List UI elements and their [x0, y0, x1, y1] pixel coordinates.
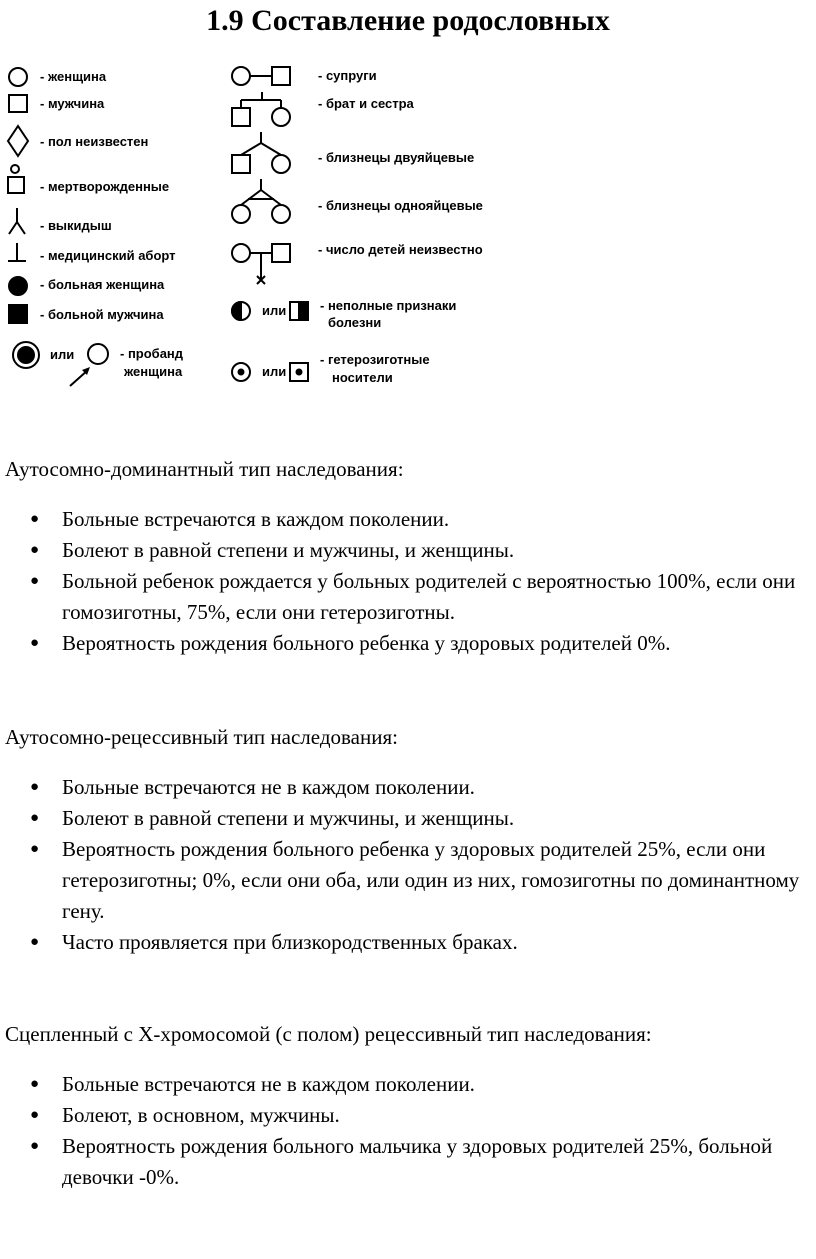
page-title: 1.9 Составление родословных: [206, 4, 610, 37]
list-item-text: Вероятность рождения больного мальчика у здоровых родителей 25%, больной девочки -0%.: [62, 1134, 773, 1189]
legend-or: или: [262, 364, 287, 379]
legend-or: или: [262, 303, 287, 318]
bullet-list: [5, 504, 805, 659]
miscarriage-symbol-icon: [9, 208, 25, 234]
list-item-text: Больные встречаются не в каждом поколении.: [62, 775, 475, 799]
stillborn-circle-icon: [11, 165, 19, 173]
section-heading: Аутосомно-доминантный тип наследования:: [5, 457, 404, 481]
legend-label: - пробанд: [120, 346, 184, 361]
bullet-icon: ●: [30, 1138, 40, 1154]
parent-male-icon: [272, 244, 290, 262]
identical-twin-2-icon: [272, 205, 290, 223]
list-item: [5, 1069, 805, 1100]
female-symbol-icon: [9, 68, 27, 86]
brother-icon: [232, 108, 250, 126]
legend-miscarriage: [9, 208, 112, 234]
fraternal-twins-line-icon: [241, 132, 281, 155]
bullet-icon: ●: [30, 511, 40, 527]
legend-label: - мужчина: [40, 96, 105, 111]
legend-siblings: [232, 92, 415, 126]
sick-female-symbol-icon: [9, 277, 27, 295]
legend-label: - больной мужчина: [40, 307, 164, 322]
legend-stillborn: [8, 165, 169, 194]
bullet-icon: ●: [30, 542, 40, 558]
bullet-list: [5, 1069, 805, 1193]
legend-children-unknown: [232, 242, 483, 284]
legend-label: - близнецы двуяйцевые: [318, 150, 475, 165]
proband-inner-dot-icon: [18, 347, 34, 363]
partial-female-half-icon: [232, 302, 241, 320]
list-item: [5, 1100, 805, 1131]
legend-spouses: [232, 67, 377, 85]
list-item-text: Вероятность рождения больного ребенка у здоровых родителей 25%, если они гетерозиготны; 0%, если они оба, или один из них, гомозиготны по доминантному гену.: [62, 837, 800, 923]
list-item-text: Вероятность рождения больного ребенка у здоровых родителей 0%.: [62, 631, 671, 655]
bullet-icon: ●: [30, 1107, 40, 1123]
list-item: [5, 803, 805, 834]
list-item: [5, 566, 805, 628]
legend-sick-male: [9, 305, 164, 323]
list-item: [5, 504, 805, 535]
legend-label: - брат и сестра: [318, 96, 414, 111]
carrier-male-dot-icon: [297, 370, 302, 375]
bullet-icon: ●: [30, 810, 40, 826]
section-autosomal-recessive: [5, 722, 805, 958]
list-item-text: Болеют в равной степени и мужчины, и женщины.: [62, 806, 515, 830]
legend-identical-twins: [232, 179, 483, 223]
partial-male-half-icon: [299, 302, 308, 320]
list-item: [5, 535, 805, 566]
diamond-symbol-icon: [8, 126, 28, 156]
male-symbol-icon: [9, 95, 27, 112]
parent-female-icon: [232, 244, 250, 262]
bullet-icon: ●: [30, 1076, 40, 1092]
list-item-text: Больные встречаются в каждом поколении.: [62, 507, 450, 531]
twin-female-icon: [272, 155, 290, 173]
bullet-list: [5, 772, 805, 958]
list-item-text: Болеют, в основном, мужчины.: [62, 1103, 340, 1127]
legend-sick-female: [9, 277, 165, 295]
list-item: [5, 772, 805, 803]
list-item: [5, 1131, 805, 1193]
legend-male: [9, 95, 105, 112]
list-item-text: Больные встречаются не в каждом поколении.: [62, 1072, 475, 1096]
legend-fraternal-twins: [232, 132, 474, 173]
legend-proband: [13, 342, 184, 386]
legend-carriers: [232, 352, 430, 385]
parents-line-icon: [250, 253, 272, 284]
identical-twins-line-icon: [241, 179, 281, 205]
section-heading: Сцепленный с Х-хромосомой (с полом) рецессивный тип наследования:: [5, 1022, 652, 1046]
section-autosomal-dominant: [5, 454, 805, 659]
list-item-text: Болеют в равной степени и мужчины, и женщины.: [62, 538, 515, 562]
spouse-male-icon: [272, 67, 290, 85]
legend-label-2: женщина: [124, 364, 183, 379]
legend-label: - медицинский аборт: [40, 248, 176, 263]
stillborn-square-icon: [8, 177, 24, 193]
bullet-icon: ●: [30, 573, 40, 589]
list-item: [5, 834, 805, 927]
bullet-icon: ●: [30, 635, 40, 651]
sister-icon: [272, 108, 290, 126]
section-heading: Аутосомно-рецессивный тип наследования:: [5, 725, 398, 749]
bullet-icon: ●: [30, 779, 40, 795]
proband-circle-icon: [88, 344, 108, 364]
legend-partial-signs: [232, 298, 456, 330]
legend-unknown-sex: [8, 126, 148, 156]
legend-label-2: носители: [332, 370, 393, 385]
list-item-text: Больной ребенок рождается у больных родителей с вероятностью 100%, если они гомозиготны, 75%, если они гетерозиготны.: [62, 569, 796, 624]
abortion-symbol-icon: [8, 243, 26, 261]
pedigree-symbols-legend: [0, 58, 520, 398]
legend-label-2: болезни: [328, 315, 382, 330]
legend-label: - гетерозиготные: [320, 352, 430, 367]
legend-or: или: [50, 347, 75, 362]
sibship-line-icon: [241, 92, 281, 108]
bullet-icon: ●: [30, 841, 40, 857]
legend-label: - близнецы однояйцевые: [318, 198, 483, 213]
carrier-female-dot-icon: [239, 370, 244, 375]
legend-label: - супруги: [318, 68, 377, 83]
spouse-female-icon: [232, 67, 250, 85]
legend-female: [9, 68, 107, 86]
list-item: [5, 927, 805, 958]
list-item-text: Часто проявляется при близкородственных браках.: [62, 930, 518, 954]
legend-label: - неполные признаки: [320, 298, 457, 313]
legend-label: - женщина: [40, 69, 107, 84]
legend-label: - пол неизвестен: [40, 134, 149, 149]
legend-label: - мертворожденные: [40, 179, 170, 194]
twin-male-icon: [232, 155, 250, 173]
sick-male-symbol-icon: [9, 305, 27, 323]
legend-label: - выкидыш: [40, 218, 112, 233]
identical-twin-1-icon: [232, 205, 250, 223]
legend-abortion: [8, 243, 176, 263]
list-item: [5, 628, 805, 659]
bullet-icon: ●: [30, 934, 40, 950]
legend-label: - число детей неизвестно: [318, 242, 483, 257]
legend-label: - больная женщина: [40, 277, 165, 292]
section-x-linked-recessive: [5, 1019, 805, 1193]
